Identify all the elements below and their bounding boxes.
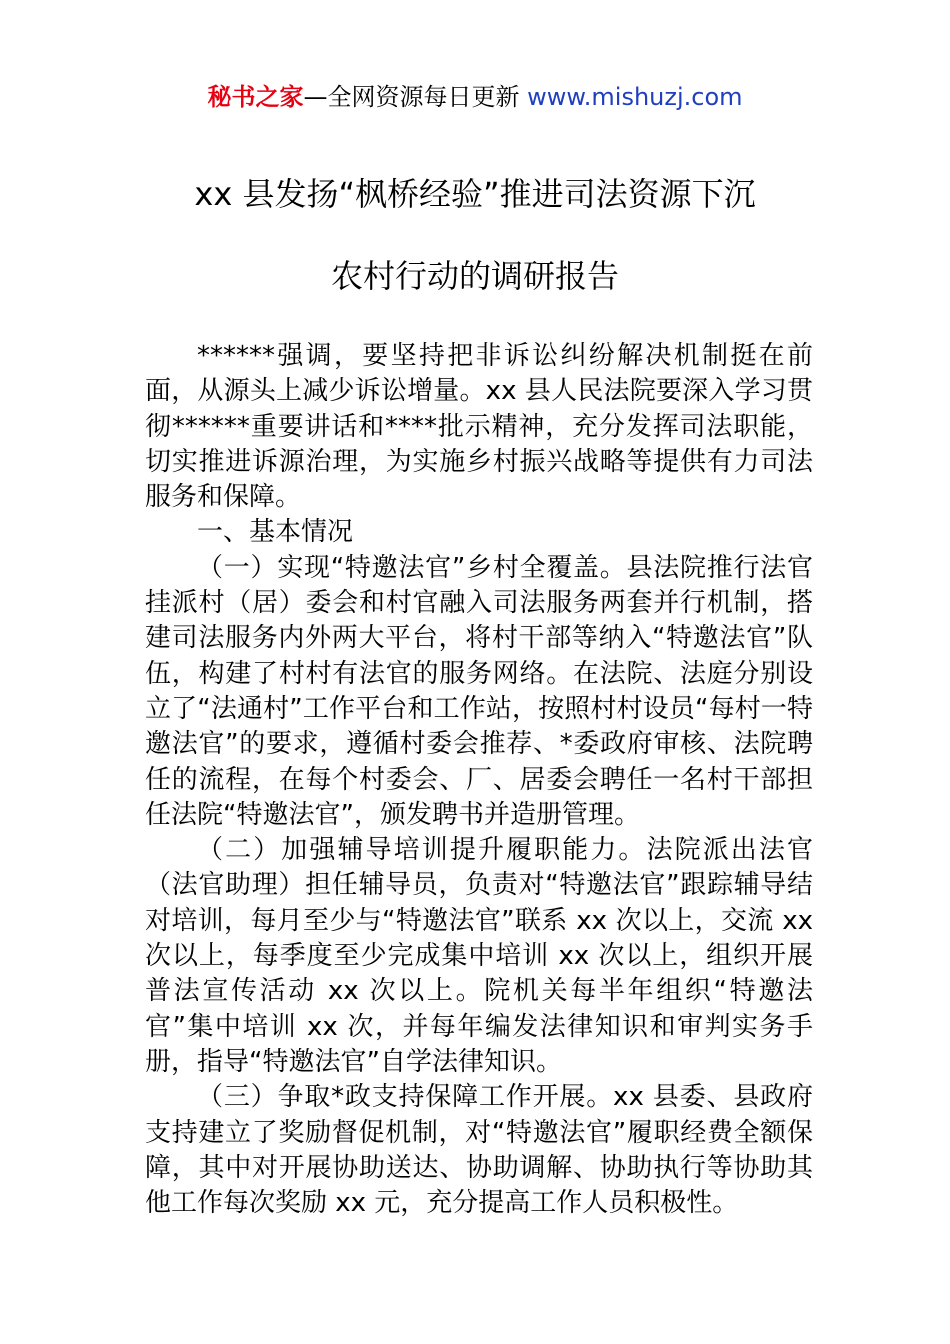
- site-url-link[interactable]: www.mishuzj.com: [527, 83, 743, 111]
- paragraph-item-3: （三）争取*政支持保障工作开展。xx 县委、县政府支持建立了奖励督促机制，对“特邀法官”履职经费全额保障，其中对开展协助送达、协助调解、协助执行等协助其他工作每次奖励 xx 元，充分提高工作人员积极性。: [145, 1082, 813, 1219]
- document-body: [145, 339, 813, 1221]
- title-line-1: xx 县发扬“枫桥经验”推进司法资源下沉: [194, 175, 756, 213]
- intro-paragraph: ******强调，要坚持把非诉讼纠纷解决机制挺在前面，从源头上减少诉讼增量。xx 县人民法院要深入学习贯彻******重要讲话和****批示精神，充分发挥司法职能，切实推进诉源治理，为实施乡村振兴战略等提供有力司法服务和保障。: [145, 341, 813, 513]
- site-header: [0, 80, 950, 114]
- site-tagline: —全网资源每日更新: [303, 83, 528, 111]
- paragraph-item-1: （一）实现“特邀法官”乡村全覆盖。县法院推行法官挂派村（居）委会和村官融入司法服务两套并行机制，搭建司法服务内外两大平台，将村干部等纳入“特邀法官”队伍，构建了村村有法官的服务网络。在法院、法庭分别设立了“法通村”工作平台和工作站，按照村村设员“每村一特邀法官”的要求，遵循村委会推荐、*委政府审核、法院聘任的流程，在每个村委会、厂、居委会聘任一名村干部担任法院“特邀法官”，颁发聘书并造册管理。: [145, 552, 813, 830]
- title-line-2: 农村行动的调研报告: [330, 257, 619, 295]
- paragraph-item-2: （二）加强辅导培训提升履职能力。法院派出法官（法官助理）担任辅导员，负责对“特邀法官”跟踪辅导结对培训，每月至少与“特邀法官”联系 xx 次以上，交流 xx 次以上，每季度至少完成集中培训 xx 次以上，组织开展普法宣传活动 xx 次以上。院机关每半年组织“特邀法官”集中培训 xx 次，并每年编发法律知识和审判实务手册，指导“特邀法官”自学法律知识。: [145, 835, 813, 1077]
- document-title: [0, 172, 950, 298]
- site-brand: 秘书之家: [207, 83, 304, 111]
- section-heading-basic-situation: 一、基本情况: [197, 517, 354, 548]
